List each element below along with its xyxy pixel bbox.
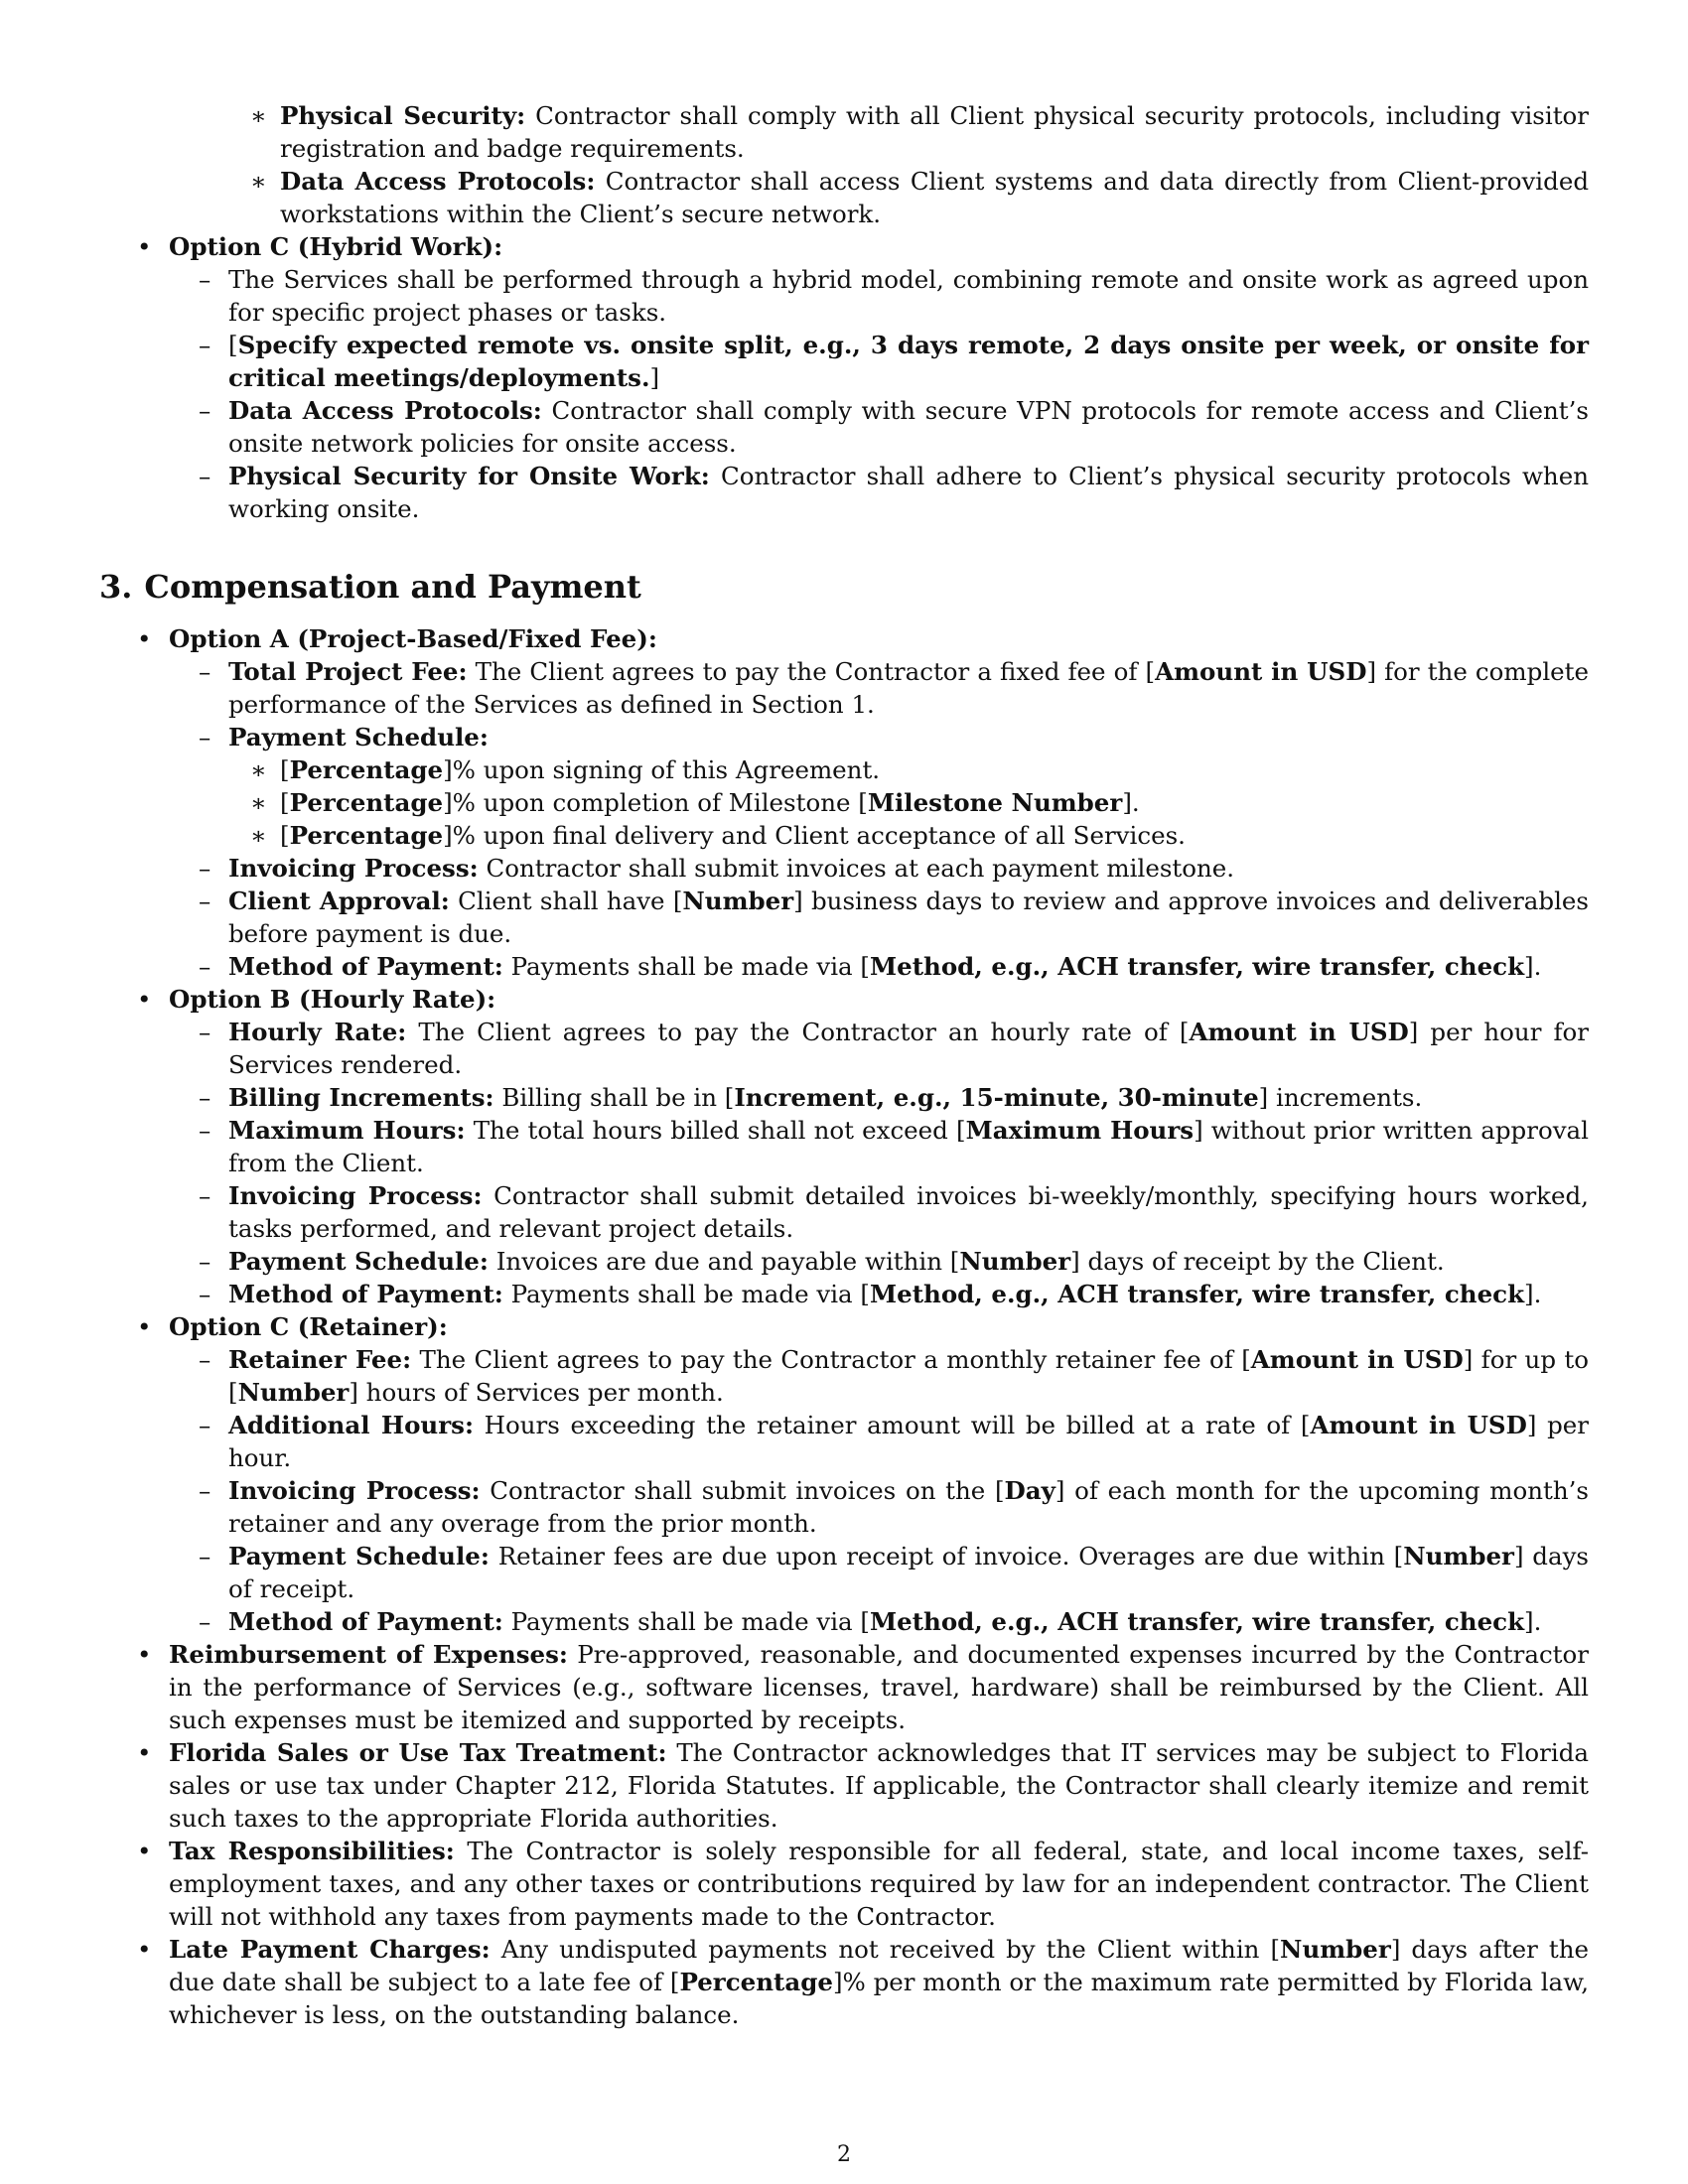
item-text: ] per hour.: [228, 1411, 1589, 1472]
dash-marker: –: [199, 1476, 211, 1505]
dash-marker: –: [199, 1083, 211, 1112]
dash-marker: –: [199, 1607, 211, 1636]
dash-marker: –: [199, 854, 211, 883]
placeholder: Amount in USD: [1310, 1411, 1527, 1439]
item-label: Late Payment Charges:: [169, 1935, 491, 1964]
item-label: Client Approval:: [228, 887, 450, 915]
placeholder: Amount in USD: [1250, 1345, 1464, 1374]
bullet-marker: •: [137, 624, 152, 653]
invoicing-process-item: [99, 1179, 1589, 1245]
bullet-marker: •: [137, 1935, 152, 1964]
item-text: Payments shall be made via [: [510, 1280, 870, 1308]
item-text: ]% per month or the maximum rate permitted by Florida law, whichever is less, on the outstanding balance.: [169, 1968, 1590, 2029]
placeholder: Percentage: [289, 755, 444, 784]
item-label: Method of Payment:: [228, 1607, 503, 1636]
item-text: ]% upon final delivery and Client acceptance of all Services.: [443, 821, 1186, 850]
dash-marker: –: [199, 1542, 211, 1570]
item-text: ] increments.: [1258, 1083, 1423, 1112]
option-title: Option C (Hybrid Work):: [169, 232, 503, 261]
schedule-final-item: ∗ [Percentage]% upon final delivery and Client acceptance of all Services.: [250, 821, 1186, 850]
dash-marker: –: [199, 265, 211, 294]
retainer-fee-item: [99, 1343, 1589, 1409]
payment-schedule-item: [99, 1540, 1589, 1605]
item-text: ] for up to [: [228, 1345, 1589, 1407]
item-label: Maximum Hours:: [228, 1116, 466, 1145]
star-marker: ∗: [250, 788, 267, 817]
item-label: Payment Schedule:: [228, 723, 489, 751]
bullet-marker: •: [137, 1738, 152, 1767]
option-title: Option B (Hourly Rate):: [169, 985, 496, 1014]
item-text: The Client agrees to pay the Contractor a monthly retainer fee of [: [419, 1345, 1251, 1374]
item-label: Total Project Fee:: [228, 657, 468, 686]
dash-marker: –: [199, 952, 211, 981]
maximum-hours-item: [99, 1114, 1589, 1179]
item-label: Payment Schedule:: [228, 1247, 489, 1276]
item-label: Additional Hours:: [228, 1411, 474, 1439]
reimbursement-item: [99, 1638, 1589, 1736]
placeholder: Percentage: [289, 821, 444, 850]
option-c-retainer-heading: [99, 1310, 1589, 1343]
late-payment-item: [99, 1933, 1589, 2031]
placeholder: Number: [959, 1247, 1071, 1276]
item-text: The Services shall be performed through a hybrid model, combining remote and onsite work as agreed upon for specific project phases or tasks.: [228, 265, 1589, 327]
dash-marker: –: [199, 1345, 211, 1374]
dash-marker: –: [199, 887, 211, 915]
option-a-heading: [99, 622, 1589, 655]
star-marker: ∗: [250, 167, 267, 196]
hybrid-model-item: [99, 263, 1589, 329]
bullet-marker: •: [137, 985, 152, 1014]
dash-marker: –: [199, 1181, 211, 1210]
item-text: Payments shall be made via [: [510, 952, 870, 981]
item-text: ] days after the due date shall be subject to a late fee of [: [169, 1935, 1590, 1996]
section-heading: [99, 567, 1589, 607]
placeholder: Number: [1403, 1542, 1514, 1570]
item-text: Client shall have [: [458, 887, 683, 915]
item-text: Invoices are due and payable within [: [495, 1247, 960, 1276]
placeholder: Specify expected remote vs. onsite split, e.g., 3 days remote, 2 days onsite per week, or onsite for critical meetings/deployments.: [228, 331, 1589, 392]
payment-schedule-item: [99, 721, 1589, 753]
item-text: The total hours billed shall not exceed [: [473, 1116, 966, 1145]
item-text: Contractor shall submit invoices at each payment milestone.: [486, 854, 1235, 883]
item-text: The Client agrees to pay the Contractor an hourly rate of [: [418, 1018, 1190, 1046]
placeholder: Amount in USD: [1155, 657, 1367, 686]
section-number: 3.: [99, 568, 133, 606]
bullet-marker: •: [137, 232, 152, 261]
item-text: Contractor shall access Client systems and data directly from Client-provided workstations within the Client’s secure network.: [280, 167, 1590, 228]
item-label: Data Access Protocols:: [280, 167, 596, 196]
item-text: ]% upon completion of Milestone [: [443, 788, 868, 817]
item-text: Contractor shall adhere to Client’s physical security protocols when working onsite.: [228, 462, 1589, 523]
item-text: ] for the complete performance of the Services as defined in Section 1.: [228, 657, 1589, 719]
item-label: Physical Security:: [280, 101, 526, 130]
dash-marker: –: [199, 331, 211, 359]
item-text: Hours exceeding the retainer amount will be billed at a rate of [: [484, 1411, 1311, 1439]
option-title: Option C (Retainer):: [169, 1312, 448, 1341]
dash-marker: –: [199, 1018, 211, 1046]
placeholder: Method, e.g., ACH transfer, wire transfer, check: [869, 952, 1525, 981]
item-text: ].: [1524, 1280, 1542, 1308]
data-access-item: [99, 165, 1589, 230]
placeholder: Number: [682, 887, 794, 915]
section-title: Compensation and Payment: [144, 568, 641, 606]
schedule-milestone-item: ∗ [Percentage]% upon completion of Milestone [Milestone Number].: [250, 788, 1140, 817]
item-text: ].: [1524, 952, 1542, 981]
hourly-rate-item: [99, 1016, 1589, 1081]
placeholder: Milestone Number: [867, 788, 1123, 817]
item-label: Payment Schedule:: [228, 1542, 490, 1570]
placeholder: Percentage: [289, 788, 444, 817]
item-text: ].: [1524, 1607, 1542, 1636]
invoicing-process-item: [99, 1474, 1589, 1540]
item-label: Method of Payment:: [228, 952, 503, 981]
option-c-hybrid-heading: [99, 230, 1589, 263]
item-label: Billing Increments:: [228, 1083, 494, 1112]
billing-increments-item: [99, 1081, 1589, 1114]
item-label: Florida Sales or Use Tax Treatment:: [169, 1738, 667, 1767]
method-of-payment-item: [99, 950, 1589, 983]
item-label: Invoicing Process:: [228, 1181, 483, 1210]
item-text: Contractor shall submit invoices on the [: [490, 1476, 1005, 1505]
placeholder: Method, e.g., ACH transfer, wire transfer, check: [869, 1607, 1525, 1636]
item-text: ].: [1122, 788, 1140, 817]
item-text: The Contractor acknowledges that IT services may be subject to Florida sales or use tax under Chapter 212, Florida Statutes. If applicable, the Contractor shall clearly itemize and remit such taxes to the appropriate Florida authorities.: [169, 1738, 1589, 1833]
item-text: Pre-approved, reasonable, and documented expenses incurred by the Contractor in the performance of Services (e.g., software licenses, travel, hardware) shall be reimbursed by the Client. All such expenses must be itemized and supported by receipts.: [169, 1640, 1589, 1734]
item-text: Retainer fees are due upon receipt of invoice. Overages are due within [: [497, 1542, 1404, 1570]
item-label: Invoicing Process:: [228, 854, 479, 883]
dash-marker: –: [199, 462, 211, 490]
item-label: Method of Payment:: [228, 1280, 503, 1308]
placeholder: Day: [1004, 1476, 1055, 1505]
payment-schedule-item: [99, 1245, 1589, 1278]
bullet-marker: •: [137, 1640, 152, 1669]
option-b-heading: [99, 983, 1589, 1016]
item-label: Reimbursement of Expenses:: [169, 1640, 568, 1669]
schedule-signing-item: ∗ [Percentage]% upon signing of this Agreement.: [250, 755, 881, 784]
item-text: Any undisputed payments not received by the Client within [: [500, 1935, 1281, 1964]
page-number: 2: [837, 2142, 851, 2167]
placeholder: Number: [237, 1378, 350, 1407]
item-text: Payments shall be made via [: [510, 1607, 870, 1636]
item-text: ]% upon signing of this Agreement.: [443, 755, 881, 784]
item-text: ] hours of Services per month.: [349, 1378, 724, 1407]
tax-responsibilities-item: [99, 1835, 1589, 1933]
star-marker: ∗: [250, 821, 267, 850]
placeholder: Maximum Hours: [965, 1116, 1195, 1145]
item-label: Physical Security for Onsite Work:: [228, 462, 710, 490]
item-text: The Client agrees to pay the Contractor a fixed fee of [: [475, 657, 1156, 686]
method-of-payment-item: [99, 1605, 1589, 1638]
method-of-payment-item: [99, 1278, 1589, 1310]
dash-marker: –: [199, 1247, 211, 1276]
option-title: Option A (Project-Based/Fixed Fee):: [169, 624, 657, 653]
physical-security-item: [99, 99, 1589, 165]
invoicing-process-item: [99, 852, 1589, 885]
dash-marker: –: [199, 1116, 211, 1145]
item-text: Contractor shall submit detailed invoices bi-weekly/monthly, specifying hours worked, tasks performed, and relevant project details.: [228, 1181, 1589, 1243]
bullet-marker: •: [137, 1837, 152, 1865]
placeholder: Amount in USD: [1189, 1018, 1409, 1046]
total-project-fee-item: [99, 655, 1589, 721]
star-marker: ∗: [250, 101, 267, 130]
client-approval-item: [99, 885, 1589, 950]
item-text: ] without prior written approval from the Client.: [228, 1116, 1589, 1177]
item-label: Data Access Protocols:: [228, 396, 542, 425]
hybrid-split-item: – [Specify expected remote vs. onsite split, e.g., 3 days remote, 2 days onsite per week, or onsite for critical meetings/deployments.]: [199, 331, 1589, 392]
dash-marker: –: [199, 1280, 211, 1308]
item-label: Retainer Fee:: [228, 1345, 412, 1374]
placeholder: Number: [1280, 1935, 1391, 1964]
item-text: ] business days to review and approve invoices and deliverables before payment is due.: [228, 887, 1589, 948]
placeholder: Method, e.g., ACH transfer, wire transfer, check: [869, 1280, 1525, 1308]
placeholder: Increment, e.g., 15-minute, 30-minute: [734, 1083, 1259, 1112]
additional-hours-item: [99, 1409, 1589, 1474]
placeholder: Percentage: [679, 1968, 833, 1996]
item-text: ] days of receipt by the Client.: [1070, 1247, 1445, 1276]
item-label: Hourly Rate:: [228, 1018, 407, 1046]
item-text: The Contractor is solely responsible for all federal, state, and local income taxes, self-employment taxes, and any other taxes or contributions required by law for an independent contractor. The Client will not withhold any taxes from payments made to the Contractor.: [169, 1837, 1589, 1931]
bullet-marker: •: [137, 1312, 152, 1341]
dash-marker: –: [199, 657, 211, 686]
item-text: Billing shall be in [: [501, 1083, 735, 1112]
dash-marker: –: [199, 396, 211, 425]
item-text: Contractor shall comply with all Client physical security protocols, including visitor registration and badge requirements.: [280, 101, 1589, 163]
item-text: ] per hour for Services rendered.: [228, 1018, 1590, 1079]
hybrid-physical-security-item: [99, 460, 1589, 525]
document-page: [99, 99, 1589, 2031]
item-text: ] days of receipt.: [228, 1542, 1589, 1603]
hybrid-data-access-item: [99, 394, 1589, 460]
item-text: ] of each month for the upcoming month’s retainer and any overage from the prior month.: [228, 1476, 1589, 1538]
item-label: Tax Responsibilities:: [169, 1837, 455, 1865]
florida-tax-item: [99, 1736, 1589, 1835]
dash-marker: –: [199, 723, 211, 751]
item-text: Contractor shall comply with secure VPN protocols for remote access and Client’s onsite network policies for onsite access.: [228, 396, 1590, 458]
item-label: Invoicing Process:: [228, 1476, 481, 1505]
dash-marker: –: [199, 1411, 211, 1439]
star-marker: ∗: [250, 755, 267, 784]
